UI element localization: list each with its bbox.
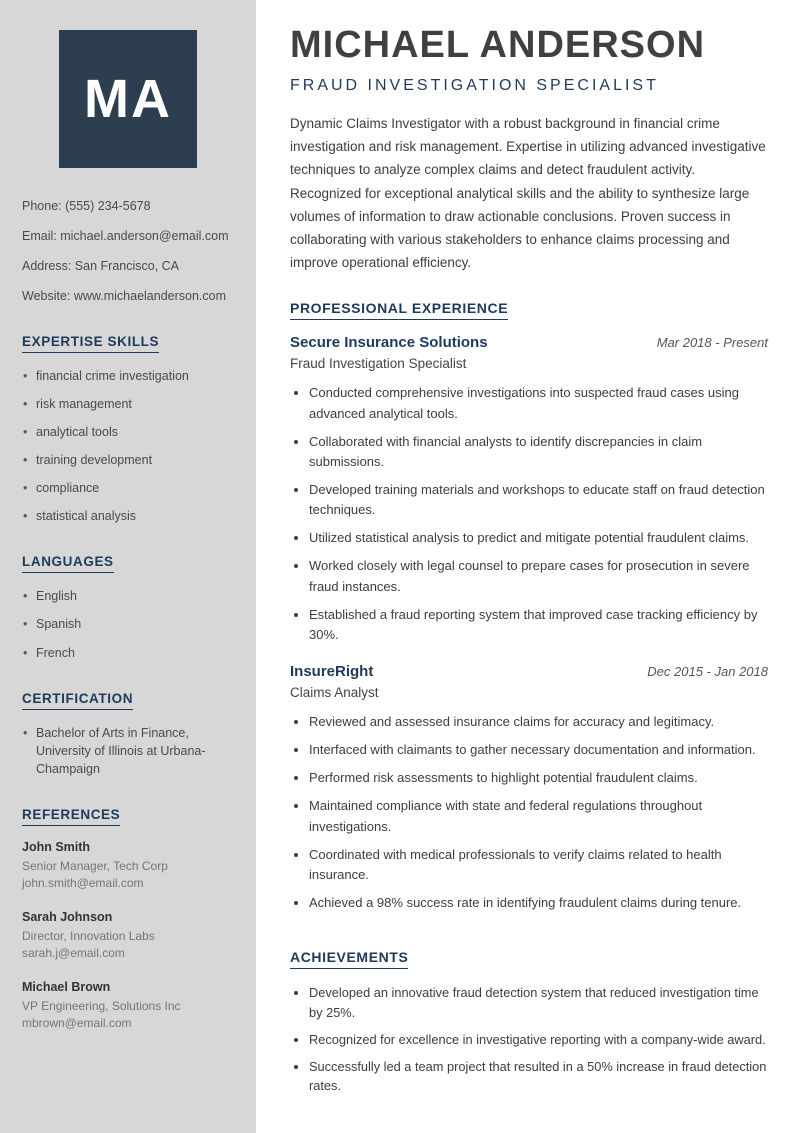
contact-phone: Phone: (555) 234-5678	[22, 199, 151, 213]
achievements-heading: ACHIEVEMENTS	[290, 949, 408, 969]
avatar-initials: MA	[84, 69, 172, 129]
experience-bullet: • Achieved a 98% success rate in identifying fraudulent claims during tenure.	[309, 893, 768, 913]
experience-bullet: • Conducted comprehensive investigations into suspected fraud cases using advanced analytical tools.	[309, 383, 768, 423]
job-role: Claims Analyst	[290, 684, 379, 700]
reference-email: sarah.j@email.com	[22, 946, 125, 961]
job-dates: Dec 2015 - Jan 2018	[647, 663, 768, 679]
achievements-list	[290, 983, 768, 1096]
experience-bullet: • Maintained compliance with state and federal regulations throughout investigations.	[309, 796, 768, 836]
achievements-section	[290, 923, 768, 1096]
experience-heading: PROFESSIONAL EXPERIENCE	[290, 300, 508, 320]
languages-list	[22, 587, 234, 661]
achievement-bullet: • Developed an innovative fraud detection system that reduced investigation time by 25%.	[309, 983, 768, 1023]
achievement-bullet: • Recognized for excellence in investigative reporting with a company-wide award.	[309, 1030, 768, 1050]
avatar	[59, 30, 197, 168]
skill-item: • risk management	[22, 395, 234, 413]
reference-entry	[22, 840, 234, 893]
job-company: InsureRight	[290, 662, 374, 680]
reference-role: VP Engineering, Solutions Inc	[22, 998, 181, 1013]
reference-name: Michael Brown	[22, 979, 111, 994]
language-item: • English	[22, 587, 234, 605]
experience-section	[290, 274, 768, 913]
skill-item: • training development	[22, 451, 234, 469]
reference-entry	[22, 910, 234, 963]
summary-paragraph: Dynamic Claims Investigator with a robust background in financial crime investigation and risk management. Expertise in utilizing advanced investigative techniques to analyze complex claims and detect fraudulent activity. Recognized for exceptional analytical skills and the ability to synthesize large volumes of information to draw actionable conclusions. Proven success in collaborating with various stakeholders to enhance claims processing and improve operational efficiency.	[290, 115, 766, 271]
sidebar-section-languages	[22, 553, 234, 661]
job-bullet-list	[290, 712, 768, 913]
reference-name: John Smith	[22, 840, 91, 854]
skills-list	[22, 367, 234, 526]
reference-entry	[22, 980, 234, 1033]
reference-name: Sarah Johnson	[22, 909, 113, 924]
contact-email: Email: michael.anderson@email.com	[22, 228, 229, 243]
experience-bullet: • Developed training materials and workshops to educate staff on fraud detection techniques.	[309, 480, 768, 520]
contact-address: Address: San Francisco, CA	[22, 258, 180, 273]
language-item: • French	[22, 644, 234, 662]
experience-bullet: • Collaborated with financial analysts to identify discrepancies in claim submissions.	[309, 432, 768, 472]
candidate-name: MICHAEL ANDERSON	[290, 24, 706, 66]
job-company: Secure Insurance Solutions	[290, 334, 488, 352]
achievement-bullet: • Successfully led a team project that resulted in a 50% increase in fraud detection rates.	[309, 1057, 768, 1097]
main-content	[256, 0, 800, 1133]
experience-bullet: • Established a fraud reporting system that improved case tracking efficiency by 30%.	[309, 605, 768, 645]
job-entry	[290, 663, 768, 913]
candidate-title: FRAUD INVESTIGATION SPECIALIST	[290, 76, 659, 94]
languages-heading: LANGUAGES	[22, 554, 114, 573]
experience-bullet: • Performed risk assessments to highlight potential fraudulent claims.	[309, 768, 768, 788]
experience-bullet: • Interfaced with claimants to gather necessary documentation and information.	[309, 740, 768, 760]
skill-item: • analytical tools	[22, 423, 234, 441]
sidebar	[0, 0, 256, 1133]
certification-item: • Bachelor of Arts in Finance, University of Illinois at Urbana-Champaign	[22, 724, 234, 778]
certification-heading: CERTIFICATION	[22, 691, 133, 710]
job-dates: Mar 2018 - Present	[656, 335, 768, 351]
skill-item: • compliance	[22, 479, 234, 497]
reference-role: Director, Innovation Labs	[22, 928, 155, 943]
reference-role: Senior Manager, Tech Corp	[22, 859, 168, 873]
job-header	[290, 334, 768, 351]
skill-item: • financial crime investigation	[22, 367, 234, 385]
experience-bullet: • Worked closely with legal counsel to prepare cases for prosecution in severe fraud instances.	[309, 556, 768, 596]
references-heading: REFERENCES	[22, 807, 120, 826]
experience-bullet: • Reviewed and assessed insurance claims for accuracy and legitimacy.	[309, 712, 768, 732]
job-role: Fraud Investigation Specialist	[290, 356, 467, 372]
job-header	[290, 663, 768, 680]
certification-list	[22, 724, 234, 778]
skill-item: • statistical analysis	[22, 507, 234, 525]
sidebar-section-skills	[22, 333, 234, 526]
sidebar-section-references	[22, 806, 234, 1032]
experience-bullet: • Coordinated with medical professionals to verify claims related to health insurance.	[309, 845, 768, 885]
language-item: • Spanish	[22, 615, 234, 633]
contact-website: Website: www.michaelanderson.com	[22, 288, 227, 303]
reference-email: john.smith@email.com	[22, 876, 144, 891]
sidebar-section-certification	[22, 690, 234, 778]
reference-email: mbrown@email.com	[22, 1015, 132, 1030]
skills-heading: EXPERTISE SKILLS	[22, 334, 159, 353]
job-entry	[290, 334, 768, 645]
experience-bullet: • Utilized statistical analysis to predict and mitigate potential fraudulent claims.	[309, 528, 768, 548]
contact-info	[22, 198, 234, 305]
job-bullet-list	[290, 383, 768, 645]
